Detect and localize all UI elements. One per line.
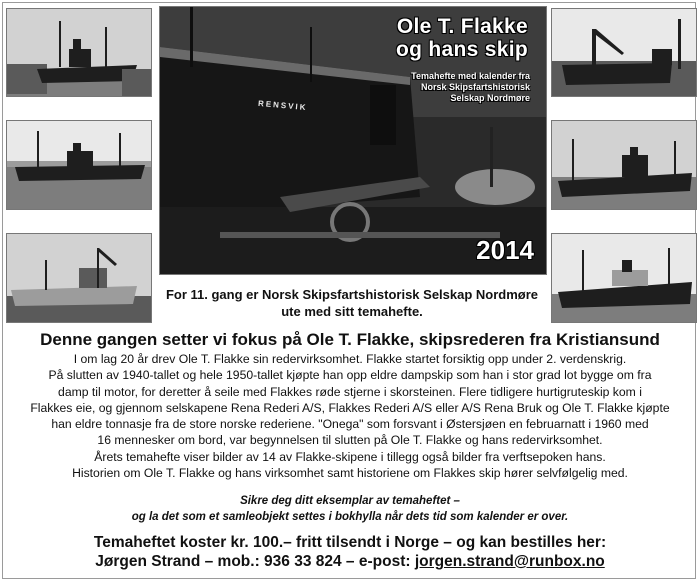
email-link[interactable]: jorgen.strand@runbox.no: [414, 553, 605, 570]
contact-prefix: Jørgen Strand – mob.: 936 33 824 – e-post:: [95, 553, 415, 570]
call-to-action-line-1: Sikre deg ditt eksemplar av temaheftet –: [240, 495, 460, 507]
ship-photo-left-1: [6, 8, 152, 97]
body-line: Historien om Ole T. Flakke og hans virksomhet samt historiene om Flakkes skip hører selvfølgelig med.: [72, 466, 628, 481]
body-line: I om lag 20 år drev Ole T. Flakke sin redervirksomhet. Flakke startet forsiktig opp under 2. verdenskrig.: [73, 352, 627, 366]
cover-title: [396, 15, 528, 61]
call-to-action-line-2: og la det som et samleobjekt settes i bokhylla når dets tid som kalender er over.: [131, 511, 569, 523]
ship-photo-right-3: [551, 233, 697, 323]
cover-caption-line-1: For 11. gang er Norsk Skipsfartshistorisk Selskap Nordmøre: [165, 287, 539, 302]
cover-title-line-2: og hans skip: [396, 38, 528, 61]
cover-subtitle-line-1: Temahefte med kalender fra: [411, 71, 530, 81]
cover-subtitle-line-2: Norsk Skipsfartshistorisk: [420, 82, 530, 92]
cover-subtitle: [411, 71, 530, 104]
cover-caption-line-2: ute med sitt temahefte.: [281, 304, 423, 319]
body-line: han eldre tonnasje fra de store norske rederiene. "Onega" som forsvant i Østersjøen en februarnatt i 1960 med: [51, 417, 649, 432]
ship-photo-right-1: [551, 8, 697, 97]
cover-year: 2014: [476, 235, 534, 265]
article-body: [10, 351, 690, 481]
body-line: Årets temahefte viser bilder av 14 av Flakke-skipene i tillegg også bilder fra verftsepoken hans.: [94, 449, 606, 464]
body-line: På slutten av 1940-tallet og hele 1950-tallet kjøpte han opp eldre dampskip som han i stor grad lot bygge om fra: [48, 368, 652, 383]
ship-name-label: RENSVIK: [257, 98, 308, 113]
cover-subtitle-line-3: Selskap Nordmøre: [450, 93, 530, 103]
body-line: damp til motor, for deretter å seile med Flakkes røde stjerne i skorsteinen. Flere tidligere hurtigruteskip kom i: [58, 384, 642, 399]
cover-photo: [159, 6, 547, 275]
contact-line: [0, 552, 700, 571]
price-info: [0, 533, 700, 571]
cover-caption: [159, 286, 545, 320]
call-to-action: [0, 493, 700, 525]
article-headline: Denne gangen setter vi fokus på Ole T. Flakke, skipsrederen fra Kristiansund: [40, 330, 660, 349]
body-line: Flakkes eie, og gjennom selskapene Rena Rederi A/S, Flakkes Rederi A/S eller A/S Rena Bruk og Ole T. Flakke kjøpte: [30, 400, 670, 415]
ship-photo-right-2: [551, 120, 697, 210]
body-line: 16 mennesker om bord, var begynnelsen til slutten på Ole T. Flakke og hans redervirksomhet.: [97, 433, 603, 448]
cover-title-line-1: Ole T. Flakke: [396, 15, 528, 38]
price-line: Temaheftet koster kr. 100.– fritt tilsendt i Norge – og kan bestilles her:: [93, 534, 607, 551]
ship-photo-left-2: [6, 120, 152, 210]
ship-photo-left-3: [6, 233, 152, 323]
